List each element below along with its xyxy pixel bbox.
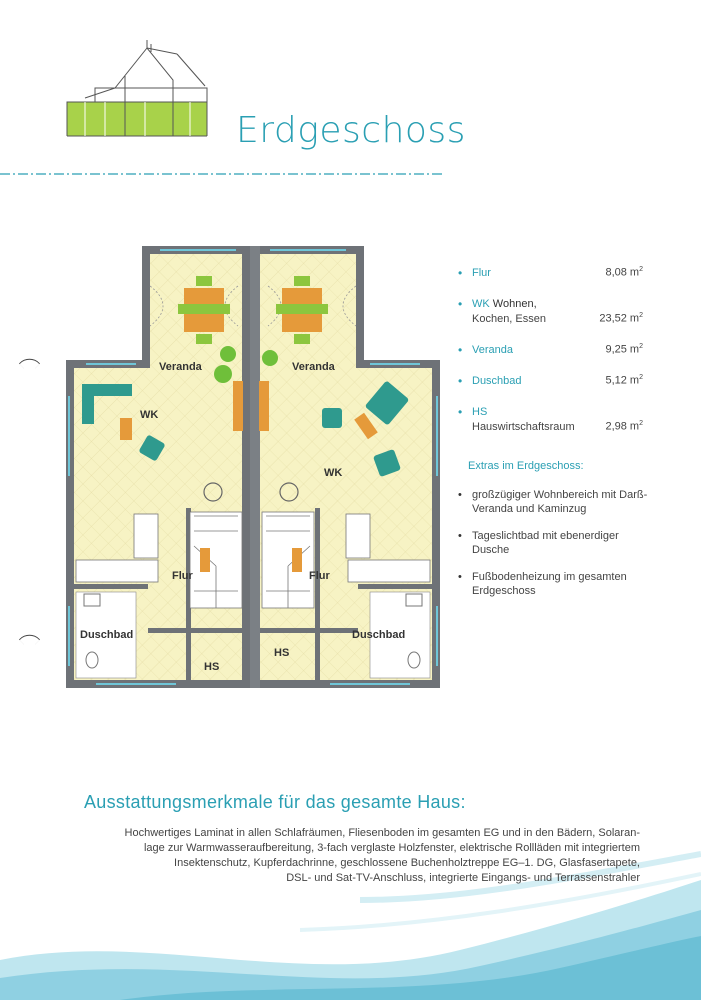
staircase-right bbox=[262, 512, 314, 608]
label-duschbad-left: Duschbad bbox=[80, 629, 134, 641]
label-veranda-left: Veranda bbox=[159, 361, 202, 373]
extras-list bbox=[458, 488, 648, 611]
area-list bbox=[458, 266, 643, 451]
label-flur-left: Flur bbox=[172, 570, 193, 582]
label-flur-right: Flur bbox=[309, 570, 330, 582]
features-text: Hochwertiges Laminat in allen Schlafräumen, Fliesenboden im gesamten EG und in den Bädern, Solaran- lage zur Warmwasseraufbereitung, 3-fach verglaste Holzfenster, elektrische Rollläden mit integriertem Insektenschutz, Kupferdachrinne, geschlossene Buchenholztreppe EG–1. DG, Glasfasertapete, DSL- und Sat-TV-Anschluss, integrierte Eingangs- und Terrassenstrahler bbox=[124, 827, 640, 884]
area-item: • Flur 8,08 $m^2$ bbox=[458, 266, 643, 280]
punch-hole-mark bbox=[19, 629, 40, 650]
label-hs-left: HS bbox=[204, 661, 220, 673]
ground-floor-highlight bbox=[67, 102, 207, 136]
label-wk-left: WK bbox=[140, 409, 159, 421]
fireplace-left bbox=[233, 381, 243, 431]
extras-item: • Tageslichtbad mit ebenerdiger Dusche bbox=[458, 530, 619, 556]
area-item: • HS Hauswirtschaftsraum 2,98 $m^2$ bbox=[458, 405, 643, 433]
title-divider bbox=[0, 172, 445, 176]
punch-hole-mark bbox=[19, 353, 40, 374]
plant-icon bbox=[262, 350, 278, 366]
armchair-right-1 bbox=[322, 408, 342, 428]
features-heading: Ausstattungsmerkmale für das gesamte Haus: bbox=[84, 792, 466, 812]
page-title: Erdgeschoss bbox=[236, 110, 466, 151]
area-item: • WK Wohnen, Kochen, Essen 23,52 $m^2$ bbox=[458, 297, 643, 325]
plant-icon bbox=[220, 346, 236, 362]
fireplace-right bbox=[259, 381, 269, 431]
plant-icon bbox=[214, 365, 232, 383]
extras-item: • großzügiger Wohnbereich mit Darß-Veranda und Kaminzug bbox=[458, 489, 648, 515]
label-hs-right: HS bbox=[274, 647, 290, 659]
coffee-table-left bbox=[120, 418, 132, 440]
extras-heading: Extras im Erdgeschoss: bbox=[468, 460, 584, 472]
label-wk-right: WK bbox=[324, 467, 343, 479]
label-veranda-right: Veranda bbox=[292, 361, 335, 373]
floor-plan bbox=[66, 246, 440, 688]
area-item: • Duschbad 5,12 $m^2$ bbox=[458, 374, 643, 388]
area-item: • Veranda 9,25 $m^2$ bbox=[458, 343, 643, 357]
label-duschbad-right: Duschbad bbox=[352, 629, 406, 641]
extras-item: • Fußbodenheizung im gesamten Erdgeschoss bbox=[458, 571, 627, 597]
staircase-left bbox=[190, 512, 242, 608]
house-outline-icon bbox=[55, 40, 215, 145]
